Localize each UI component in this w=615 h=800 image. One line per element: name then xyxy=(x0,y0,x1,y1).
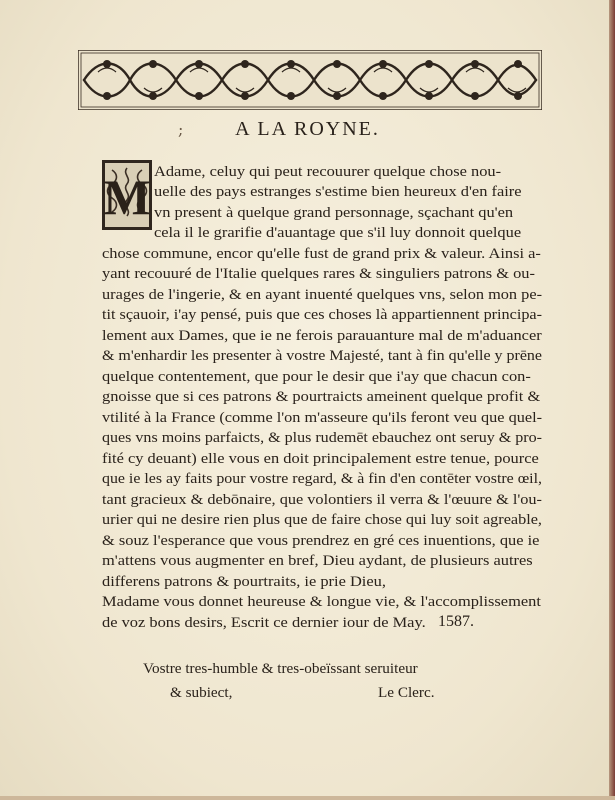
text-line: uelle des pays estranges s'estime bien heureux d'en faire xyxy=(154,183,522,200)
text-line: tit sçauoir, i'ay pensé, puis que ces choses là appartiennent principa- xyxy=(102,306,542,323)
date-year: 1587. xyxy=(438,613,474,630)
text-line: Adame, celuy qui peut recouurer quelque chose nou- xyxy=(154,163,502,180)
text-line: yant recouuré de l'Italie quelques rares & singuliers patrons & ou- xyxy=(102,265,535,282)
closing-subject: & subiect, xyxy=(170,684,233,701)
page-title: A LA ROYNE. xyxy=(235,118,380,140)
text-line: quelque contentement, que pour le desir que i'ay que chacun con- xyxy=(102,368,531,385)
text-line: urages de l'ingerie, & en ayant inuenté quelques vns, selon mon pe- xyxy=(102,286,542,303)
text-line: Madame vous donnet heureuse & longue vie, & l'accomplissement xyxy=(102,593,541,610)
text-line: & souz l'esperance que vous prendrez en gré ces inuentions, que ie xyxy=(102,532,540,549)
text-line: fité cy deuant) elle vous en doit principalement estre tenue, pource xyxy=(102,450,539,467)
signature-name: Le Clerc. xyxy=(378,684,435,701)
text-line: urier qui ne desire rien plus que de faire chose qui luy soit agreable, xyxy=(102,511,542,528)
text-line: chose commune, encor qu'elle fust de grand prix & valeur. Ainsi a- xyxy=(102,245,541,262)
text-line: cela il le grarifie d'auantage que s'il luy donnoit quelque xyxy=(154,224,522,241)
text-line: gnoisse que si ces patrons & pourtraicts ameinent quelque profit & xyxy=(102,388,541,405)
text-line: de voz bons desirs, Escrit ce dernier iour de May. xyxy=(102,614,426,631)
text-line: vn present à quelque grand personnage, sçachant qu'en xyxy=(154,204,514,221)
text-line: tant gracieux & debōnaire, que volontiers il verra & l'œuure & l'ou- xyxy=(102,491,542,508)
text-line: lement aux Dames, que ie ne ferois parauanture mal de m'aduancer xyxy=(102,327,542,344)
text-line: & m'enhardir les presenter à vostre Majesté, tant à fin qu'elle y prēne xyxy=(102,347,542,364)
closing-line: Vostre tres-humble & tres-obeïssant seruiteur xyxy=(143,660,418,677)
title-mark: ; xyxy=(178,120,184,139)
text-line: differens patrons & pourtraits, ie prie Dieu, xyxy=(102,573,386,590)
dropcap-letter: M xyxy=(103,169,151,225)
text-line: que ie les ay faits pour vostre regard, & à fin d'en contēter vostre œil, xyxy=(102,470,542,487)
text-line: m'attens vous augmenter en bref, Dieu aydant, de plusieurs autres xyxy=(102,552,533,569)
text-line: ques vns moins parfaicts, & plus rudemēt ebauchez ont seruy & pro- xyxy=(102,429,542,446)
text-line: vtilité à la France (comme l'on m'asseure qu'ils feront veu que quel- xyxy=(102,409,542,426)
ornamental-headpiece xyxy=(78,50,542,110)
page-edge-bottom xyxy=(0,796,615,800)
